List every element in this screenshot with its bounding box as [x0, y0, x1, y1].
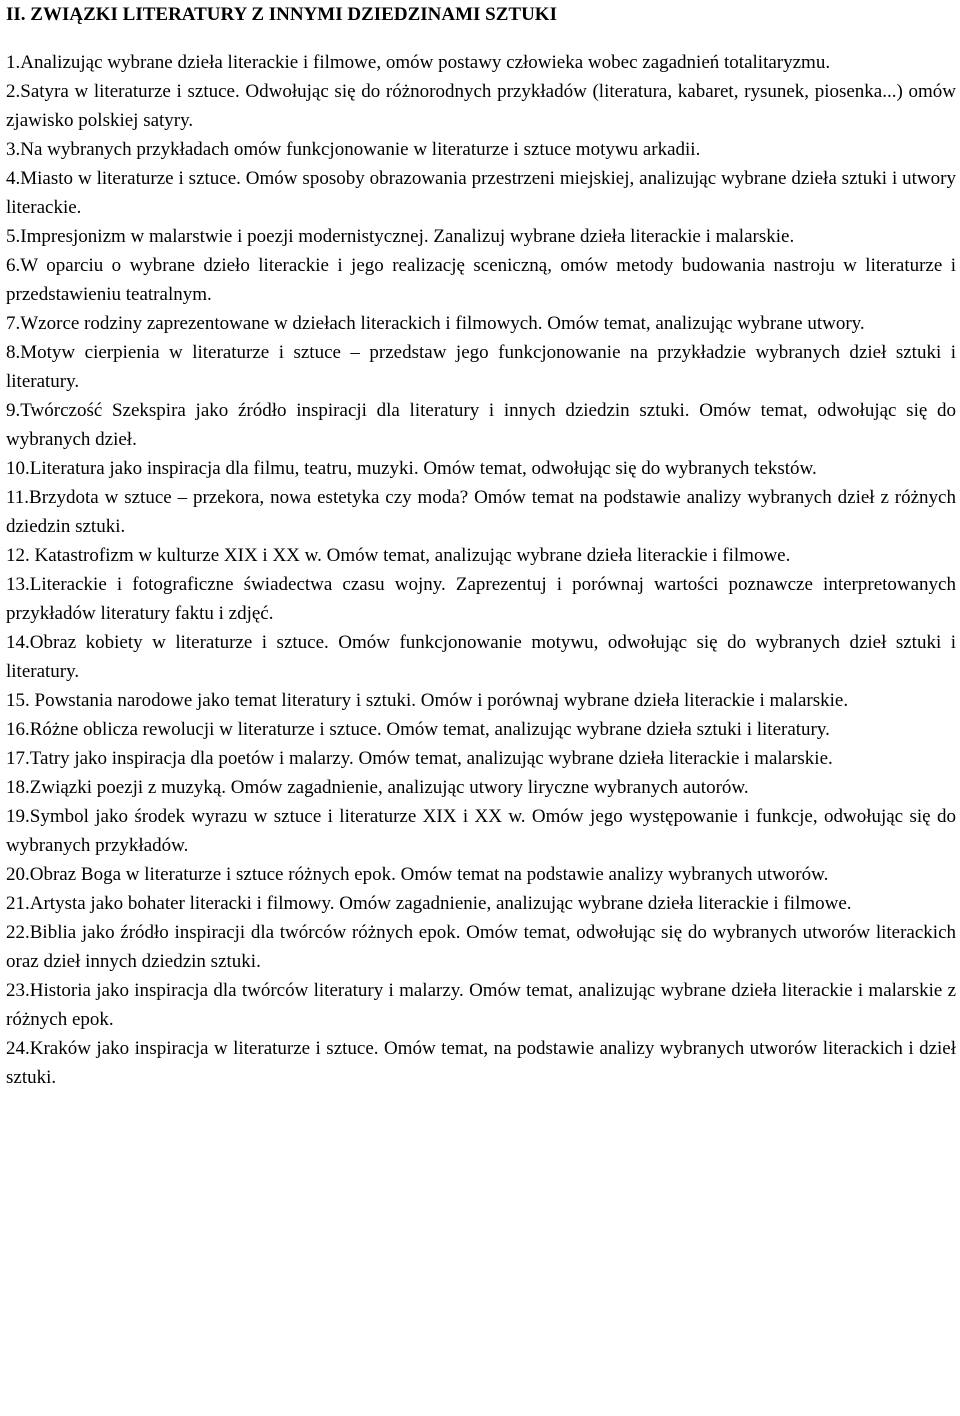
topic-item: 21.Artysta jako bohater literacki i filmowy. Omów zagadnienie, analizując wybrane dzieła literackie i filmowe. [6, 893, 852, 914]
topic-item: 17.Tatry jako inspiracja dla poetów i malarzy. Omów temat, analizując wybrane dzieła literackie i malarskie. [6, 748, 833, 769]
topic-item: 3.Na wybranych przykładach omów funkcjonowanie w literaturze i sztuce motywu arkadii. [6, 139, 701, 160]
topic-item: 1.Analizując wybrane dzieła literackie i filmowe, omów postawy człowieka wobec zagadnień totalitaryzmu. [6, 52, 831, 73]
topic-item: 14.Obraz kobiety w literaturze i sztuce. Omów funkcjonowanie motywu, odwołując się do wybranych dzieł sztuki i literatury. [6, 632, 956, 682]
section-title: II. ZWIĄZKI LITERATURY Z INNYMI DZIEDZINAMI SZTUKI [6, 4, 557, 25]
document-page [6, 0, 956, 1092]
topic-item: 9.Twórczość Szekspira jako źródło inspiracji dla literatury i innych dziedzin sztuki. Omów temat, odwołując się do wybranych dzieł. [6, 400, 956, 450]
topic-item: 6.W oparciu o wybrane dzieło literackie i jego realizację sceniczną, omów metody budowania nastroju w literaturze i przedstawieniu teatralnym. [6, 255, 956, 305]
topic-item: 19.Symbol jako środek wyrazu w sztuce i literaturze XIX i XX w. Omów jego występowanie i funkcje, odwołując się do wybranych przykładów. [6, 806, 956, 856]
topic-item: 16.Różne oblicza rewolucji w literaturze i sztuce. Omów temat, analizując wybrane dzieła sztuki i literatury. [6, 719, 830, 740]
topic-item: 18.Związki poezji z muzyką. Omów zagadnienie, analizując utwory liryczne wybranych autorów. [6, 777, 749, 798]
topic-item: 8.Motyw cierpienia w literaturze i sztuce – przedstaw jego funkcjonowanie na przykładzie wybranych dzieł sztuki i literatury. [6, 342, 956, 392]
topic-item: 7.Wzorce rodziny zaprezentowane w dziełach literackich i filmowych. Omów temat, analizując wybrane utwory. [6, 313, 865, 334]
topic-item: 2.Satyra w literaturze i sztuce. Odwołując się do różnorodnych przykładów (literatura, kabaret, rysunek, piosenka...) omów zjawisko polskiej satyry. [6, 81, 956, 131]
topic-item: 13.Literackie i fotograficzne świadectwa czasu wojny. Zaprezentuj i porównaj wartości poznawcze interpretowanych przykładów literatury faktu i zdjęć. [6, 574, 956, 624]
spacer [6, 29, 956, 48]
topic-item: 5.Impresjonizm w malarstwie i poezji modernistycznej. Zanalizuj wybrane dzieła literackie i malarskie. [6, 226, 795, 247]
topic-item: 12. Katastrofizm w kulturze XIX i XX w. Omów temat, analizując wybrane dzieła literackie i filmowe. [6, 545, 791, 566]
topic-item: 11.Brzydota w sztuce – przekora, nowa estetyka czy moda? Omów temat na podstawie analizy wybranych dzieł z różnych dziedzin sztuki. [6, 487, 956, 537]
topic-item: 15. Powstania narodowe jako temat literatury i sztuki. Omów i porównaj wybrane dzieła literackie i malarskie. [6, 690, 849, 711]
topic-item: 4.Miasto w literaturze i sztuce. Omów sposoby obrazowania przestrzeni miejskiej, analizując wybrane dzieła sztuki i utwory literackie. [6, 168, 956, 218]
topic-item: 10.Literatura jako inspiracja dla filmu, teatru, muzyki. Omów temat, odwołując się do wybranych tekstów. [6, 458, 817, 479]
topic-item: 24.Kraków jako inspiracja w literaturze i sztuce. Omów temat, na podstawie analizy wybranych utworów literackich i dzieł sztuki. [6, 1038, 956, 1088]
topic-list [6, 48, 956, 1092]
topic-item: 23.Historia jako inspiracja dla twórców literatury i malarzy. Omów temat, analizując wybrane dzieła literackie i malarskie z różnych epok. [6, 980, 956, 1030]
topic-item: 20.Obraz Boga w literaturze i sztuce różnych epok. Omów temat na podstawie analizy wybranych utworów. [6, 864, 829, 885]
topic-item: 22.Biblia jako źródło inspiracji dla twórców różnych epok. Omów temat, odwołując się do wybranych utworów literackich oraz dzieł innych dziedzin sztuki. [6, 922, 956, 972]
